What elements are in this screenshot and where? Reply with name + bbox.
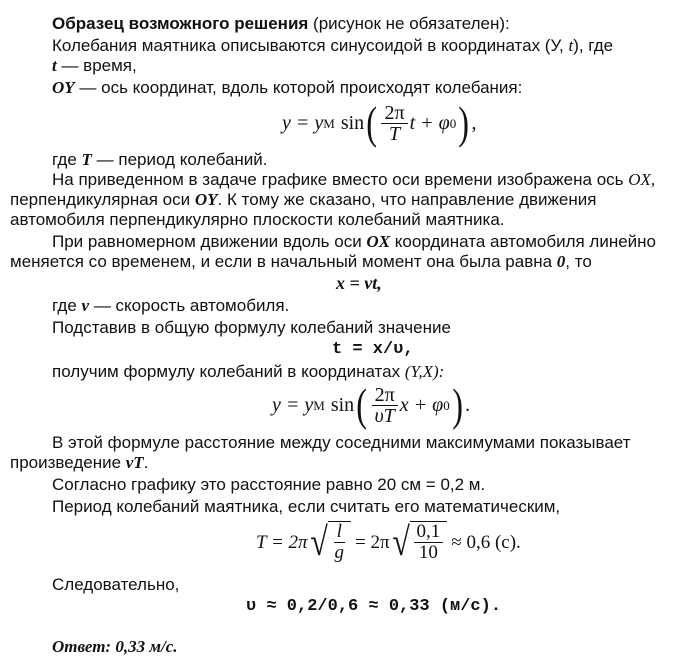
- paren-close: ): [458, 97, 470, 148]
- fraction: [332, 522, 348, 563]
- axis-oy: OY: [194, 190, 218, 209]
- para-3: [52, 150, 268, 169]
- formula-t-x-v: t = x/υ,: [332, 340, 414, 359]
- axis-ox: OX,: [628, 170, 656, 189]
- numerator: 2π: [381, 103, 407, 124]
- text: .: [143, 453, 149, 472]
- text: произведение: [10, 453, 126, 472]
- formula-lhs: y = y: [282, 111, 324, 134]
- para-6: [52, 296, 289, 315]
- var-v: v: [81, 296, 90, 315]
- fraction: [414, 522, 444, 563]
- subscript: M: [323, 115, 335, 131]
- para-8: [52, 362, 444, 381]
- var-t: t: [52, 56, 57, 75]
- text: На приведенном в задаче графике вместо оси времени изображена ось: [52, 170, 629, 189]
- para-2: [52, 78, 522, 97]
- text: где: [52, 150, 82, 169]
- formula-period: [256, 518, 521, 566]
- text: При равномерном движении вдоль оси: [52, 232, 367, 251]
- formula-x-vt: x = vt,: [336, 273, 382, 293]
- denominator: 10: [418, 542, 438, 563]
- paren-open: (: [356, 379, 368, 430]
- coords: (Y,X):: [404, 362, 445, 381]
- formula-tail: x + φ: [399, 393, 444, 416]
- para-10: Согласно графику это расстояние равно 20 см = 0,2 м.: [52, 475, 486, 494]
- para-4-line-3: автомобиля перпендикулярно плоскости колебаний маятника.: [10, 210, 505, 229]
- var-t: t: [568, 36, 574, 55]
- para-9-line-2: [10, 453, 148, 472]
- formula-speed: υ ≈ 0,2/0,6 ≈ 0,33 (м/с).: [246, 597, 502, 616]
- text: — ось координат, вдоль которой происходят колебания:: [74, 78, 523, 97]
- text: — время,: [56, 56, 137, 75]
- para-5-line-2: [10, 252, 592, 271]
- answer: Ответ: 0,33 м/с.: [52, 637, 178, 656]
- sin: sin: [330, 393, 355, 416]
- sin: sin: [340, 111, 365, 134]
- text: меняется со временем, и если в начальный момент она была равна: [10, 252, 557, 271]
- numerator: 0,1: [414, 522, 444, 543]
- sqrt-values: [390, 521, 448, 563]
- para-5-line-1: [52, 232, 656, 251]
- axis-ox: OX: [366, 232, 391, 251]
- para-7: Подставив в общую формулу колебаний значение: [52, 318, 451, 337]
- radical-sign: √: [309, 519, 328, 564]
- paren-open: (: [366, 97, 378, 148]
- formula-oscillation-coordinate: [272, 380, 470, 430]
- para-1-line-1: [52, 36, 613, 55]
- text: ), где: [573, 36, 614, 55]
- para-9-line-1: В этой формуле расстояние между соседними максимумами показывает: [52, 433, 631, 452]
- var-vt: vT: [125, 453, 144, 472]
- text: где: [52, 296, 82, 315]
- subscript: M: [313, 397, 325, 413]
- para-11: Период колебаний маятника, если считать его математическим,: [52, 497, 561, 516]
- subscript: 0: [443, 397, 450, 413]
- axis-oy: OY: [52, 78, 75, 97]
- text: — период колебаний.: [91, 150, 268, 169]
- denominator: υT: [374, 404, 395, 427]
- title-rest: (рисунок не обязателен):: [308, 14, 510, 33]
- radical-sign: √: [391, 519, 410, 564]
- para-1-line-2: [52, 56, 137, 75]
- text: . К тому же сказано, что направление движения: [217, 190, 597, 209]
- formula-mid: = 2π: [355, 531, 390, 553]
- text: перпендикулярная оси: [10, 190, 195, 209]
- solution-title: [52, 14, 510, 33]
- fraction: [371, 385, 397, 426]
- fraction: [381, 103, 407, 144]
- para-12: Следовательно,: [52, 575, 180, 594]
- text: координата автомобиля линейно: [390, 232, 657, 251]
- sqrt-l-g: [308, 521, 351, 563]
- formula-tail: t + φ: [409, 111, 450, 134]
- formula-lhs: T = 2π: [256, 531, 308, 553]
- punct: .: [465, 393, 471, 416]
- para-4-line-1: [52, 170, 655, 189]
- text: Колебания маятника описываются синусоидой в координатах (У,: [52, 36, 569, 55]
- punct: ,: [471, 111, 477, 134]
- title-bold: Образец возможного решения: [52, 14, 309, 33]
- formula-end: ≈ 0,6 (с).: [451, 531, 521, 553]
- subscript: 0: [449, 115, 457, 131]
- var-T: T: [81, 150, 92, 169]
- paren-close: ): [452, 379, 463, 430]
- numerator: 2π: [372, 385, 398, 406]
- formula-oscillation-time: [282, 98, 477, 148]
- denominator: g: [334, 542, 345, 563]
- text: — скорость автомобиля.: [89, 296, 290, 315]
- text: , то: [565, 252, 592, 271]
- value-zero: 0: [556, 252, 566, 271]
- formula-lhs: y = y: [272, 393, 314, 416]
- text: получим формулу колебаний в координатах: [52, 362, 405, 381]
- numerator: l: [334, 522, 345, 543]
- denominator: T: [388, 122, 401, 145]
- para-4-line-2: [10, 190, 596, 209]
